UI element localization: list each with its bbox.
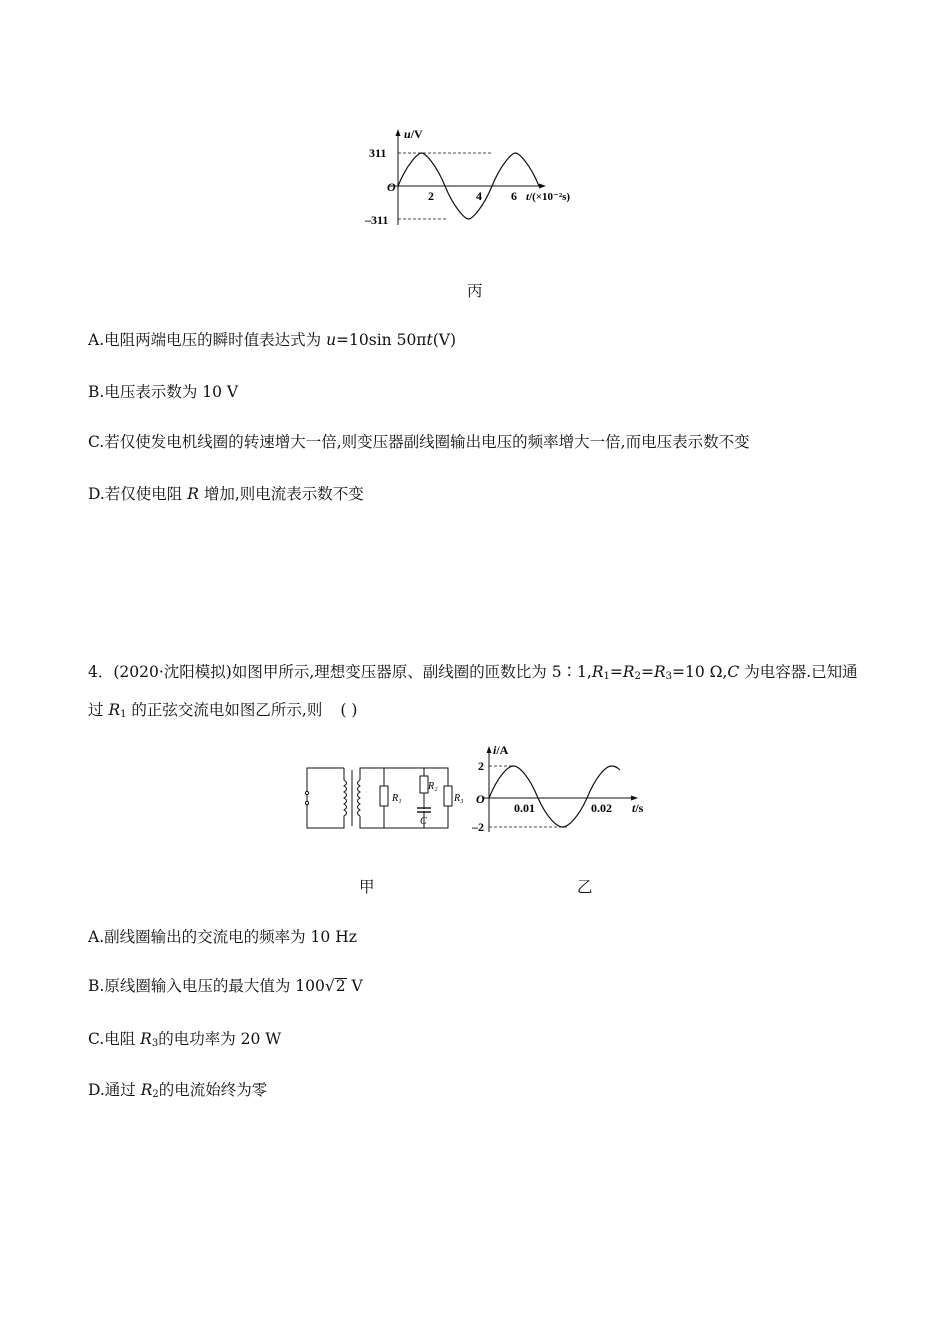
label-c: C — [420, 816, 427, 827]
terminal-top — [305, 791, 308, 794]
q3-option-d[interactable]: D.若仅使电阻 R 增加,则电流表示数不变 — [88, 485, 364, 503]
secondary-wire — [360, 768, 448, 828]
figure-jia-circuit — [300, 760, 462, 835]
y-label: i/A — [493, 743, 509, 757]
figure-bing-graph — [360, 125, 600, 235]
y-tick-2: 2 — [478, 759, 484, 773]
y-axis-arrow — [396, 129, 401, 136]
q3-option-a[interactable]: A.电阻两端电压的瞬时值表达式为 u=10sin 50πt(V) — [88, 331, 457, 349]
y-tick-neg-2: –2 — [472, 820, 484, 834]
q4-stem-line-1: 4．(2020·沈阳模拟)如图甲所示,理想变压器原、副线圈的匝数比为 $5∶1,R_1=R_2=R_3=10$ Ω,C 为电容器.已知通 — [88, 663, 858, 682]
figure-bing-caption: 丙 — [467, 282, 483, 300]
x-tick-6: 6 — [511, 189, 517, 203]
label-r3: R₃ — [454, 793, 464, 804]
q4-stem-line-2: 过 $R_1$ 的正弦交流电如图乙所示,则 ( ) — [88, 701, 358, 720]
q3-option-b[interactable]: B.电压表示数为 10 V — [88, 383, 239, 401]
figure-jia-caption: 甲 — [359, 878, 375, 896]
x-label: t/s — [632, 801, 644, 815]
y-tick-311: 311 — [369, 146, 387, 160]
q4-option-a[interactable]: A.副线圈输出的交流电的频率为 10 Hz — [88, 928, 357, 946]
y-tick-neg-311: –311 — [365, 213, 389, 227]
r3-resistor — [444, 786, 452, 806]
q4-option-b[interactable]: B.原线圈输入电压的最大值为 100√2 V — [88, 977, 363, 995]
r2-resistor — [420, 776, 428, 793]
y-label: u/V — [404, 127, 423, 141]
x-tick-4: 4 — [476, 189, 482, 203]
x-axis-arrow — [631, 796, 638, 801]
figure-yi-caption: 乙 — [577, 878, 593, 896]
label-r1: R₁ — [392, 793, 402, 804]
r1-resistor — [380, 786, 388, 806]
x-axis-arrow — [539, 184, 546, 189]
figure-yi-graph — [472, 742, 657, 834]
label-r2: R₂ — [428, 781, 438, 792]
x-label: t/(×10⁻²s) — [526, 191, 571, 203]
current-curve — [489, 766, 620, 827]
secondary-coil — [358, 780, 361, 816]
answer-paren[interactable]: ( ) — [340, 701, 358, 719]
terminal-bottom — [305, 801, 308, 804]
primary-coil — [320, 768, 347, 828]
x-tick-2: 2 — [428, 189, 434, 203]
x-tick-002: 0.02 — [591, 801, 612, 815]
primary-wire — [307, 768, 320, 828]
q3-option-c[interactable]: C.若仅使发电机线圈的转速增大一倍,则变压器副线圈输出电压的频率增大一倍,而电压表示数不变 — [88, 433, 750, 451]
y-axis-arrow — [487, 746, 492, 753]
q4-option-d[interactable]: D.通过 $R_2$的电流始终为零 — [88, 1081, 268, 1100]
origin-label: O — [387, 180, 396, 194]
origin-label: O — [476, 792, 485, 806]
x-tick-001: 0.01 — [514, 801, 535, 815]
q4-option-c[interactable]: C.电阻 $R_3$的电功率为 20 W — [88, 1030, 282, 1049]
sqrt-symbol: √ — [324, 977, 335, 995]
